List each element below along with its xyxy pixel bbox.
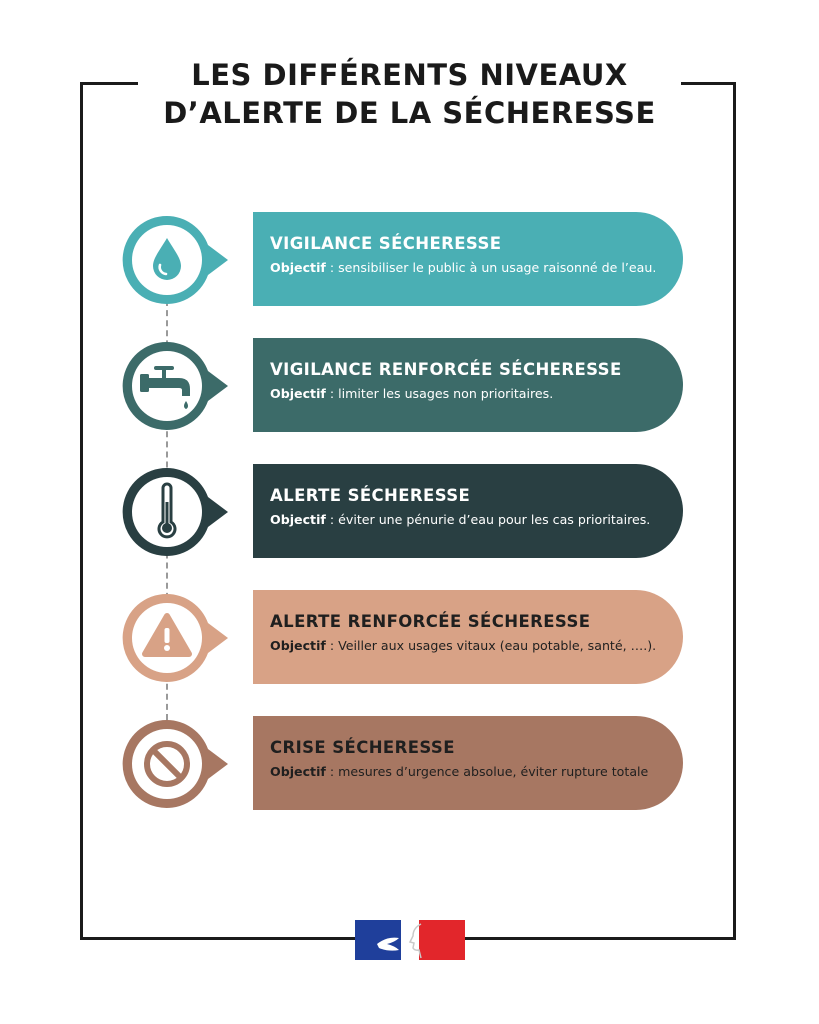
level-4-objective-text: : Veiller aux usages vitaux (eau potable, santé, ….). <box>325 638 657 653</box>
objective-label: Objectif <box>270 638 326 653</box>
level-alerte <box>0 464 819 560</box>
objective-label: Objectif <box>270 764 326 779</box>
level-vigilance-renforcee <box>0 338 819 434</box>
objective-label: Objectif <box>270 512 326 527</box>
level-5-card <box>253 716 683 810</box>
level-3-objective <box>270 512 683 528</box>
level-5-badge <box>122 718 232 810</box>
level-3-card <box>253 464 683 558</box>
objective-label: Objectif <box>270 386 326 401</box>
level-5-title: CRISE SÉCHERESSE <box>270 738 455 757</box>
level-vigilance <box>0 212 819 308</box>
page-title <box>138 56 681 132</box>
title-line-2: D’ALERTE DE LA SÉCHERESSE <box>163 96 656 130</box>
level-2-title: VIGILANCE RENFORCÉE SÉCHERESSE <box>270 360 622 379</box>
title-line-1: LES DIFFÉRENTS NIVEAUX <box>191 58 628 92</box>
level-2-objective <box>270 386 683 402</box>
republique-francaise-logo <box>355 920 465 960</box>
level-4-card <box>253 590 683 684</box>
level-3-objective-text: : éviter une pénurie d’eau pour les cas prioritaires. <box>325 512 651 527</box>
level-1-objective-text: : sensibiliser le public à un usage raisonné de l’eau. <box>325 260 657 275</box>
level-3-title: ALERTE SÉCHERESSE <box>270 486 471 505</box>
level-alerte-renforcee <box>0 590 819 686</box>
level-2-card <box>253 338 683 432</box>
level-1-card <box>253 212 683 306</box>
level-1-badge <box>122 214 232 306</box>
level-2-objective-text: : limiter les usages non prioritaires. <box>325 386 554 401</box>
level-1-title: VIGILANCE SÉCHERESSE <box>270 234 502 253</box>
level-3-badge <box>122 466 232 558</box>
level-5-objective <box>270 764 683 780</box>
level-crise <box>0 716 819 812</box>
level-4-objective <box>270 638 683 654</box>
level-4-title: ALERTE RENFORCÉE SÉCHERESSE <box>270 612 591 631</box>
level-1-objective <box>270 260 683 276</box>
level-4-badge <box>122 592 232 684</box>
objective-label: Objectif <box>270 260 326 275</box>
level-2-badge <box>122 340 232 432</box>
level-5-objective-text: : mesures d’urgence absolue, éviter rupture totale <box>325 764 649 779</box>
